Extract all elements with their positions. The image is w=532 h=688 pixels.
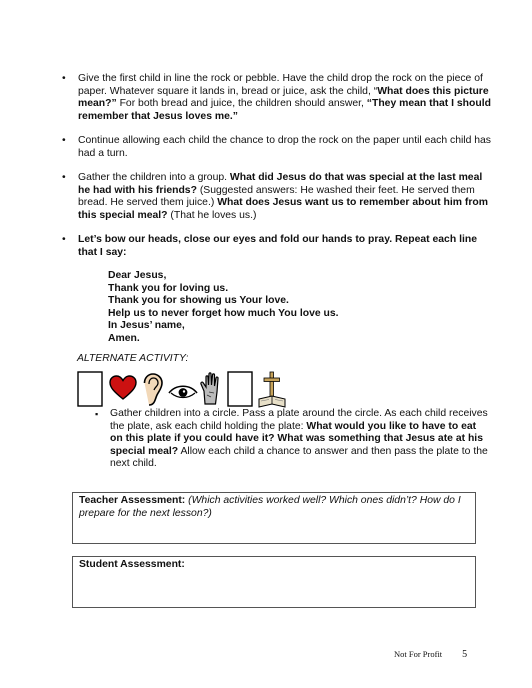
prayer-line: Help us to never forget how much You love us.	[108, 307, 339, 319]
prayer-line: Thank you for showing us Your love.	[108, 295, 289, 307]
prayer-line: Thank you for loving us.	[108, 282, 229, 294]
alternate-activity-bullet	[95, 408, 490, 471]
bullet-marker: ▪	[95, 409, 99, 419]
hand-icon	[199, 371, 223, 405]
heart-icon	[109, 375, 137, 401]
bullet-marker: •	[62, 234, 66, 245]
prayer-line: Amen.	[108, 332, 140, 344]
bullet-text: Gather children into a circle. Pass a plate around the circle. As each child receives the plate, ask each child holding the plate: What would you like to have to eat on this plate if you could have it? What was something that Jesus ate at his special meal? Allow each child a chance to answer and then pass the plate to the next child.	[110, 408, 488, 470]
bullet-marker: •	[62, 172, 66, 183]
prayer-line: In Jesus’ name,	[108, 320, 185, 332]
prayer-line: Dear Jesus,	[108, 270, 167, 281]
ear-icon	[143, 373, 163, 407]
prayer-block	[108, 270, 339, 346]
instruction-bullet-1	[62, 73, 492, 123]
bullet-text: Give the first child in line the rock or pebble. Have the child drop the rock on the piece of paper. Whatever square it lands in, bread or juice, ask the child, “What does this picture mean?” For both bread and juice, the children should answer, “They mean that I should remember that Jesus loves me.”	[78, 73, 491, 122]
teacher-assessment-prompt: (Which activities worked well? Which ones didn’t? How do I prepare for the next lesson?)	[79, 495, 461, 519]
empty-square-icon	[227, 371, 253, 407]
teacher-assessment-label: Teacher Assessment:	[79, 495, 186, 506]
bullet-text: Gather the children into a group. What did Jesus do that was special at the last meal he had with his friends? (Suggested answers: He washed their feet. He served them bread. He served them juice.) What does Jesus want us to remember about him from this special meal? (That he loves us.)	[78, 172, 488, 221]
eye-icon	[168, 383, 198, 401]
instruction-bullet-2	[62, 135, 492, 160]
activity-icon-strip	[77, 371, 297, 411]
teacher-assessment-box[interactable]	[72, 492, 476, 544]
bullet-marker: •	[62, 135, 66, 146]
bullet-text: Continue allowing each child the chance to drop the rock on the paper until each child has had a turn.	[78, 135, 492, 159]
cross-and-bible-icon	[257, 371, 287, 409]
bullet-marker: •	[62, 73, 66, 84]
page-number: 5	[462, 649, 468, 660]
instruction-bullet-3	[62, 172, 492, 222]
student-assessment-label: Student Assessment:	[79, 559, 185, 570]
alternate-activity-title: ALTERNATE ACTIVITY:	[77, 353, 189, 364]
student-assessment-box[interactable]	[72, 556, 476, 608]
bullet-text: Let’s bow our heads, close our eyes and fold our hands to pray. Repeat each line that I say:	[78, 234, 477, 258]
instruction-bullet-4	[62, 234, 492, 259]
page-footer	[394, 648, 467, 662]
empty-square-icon	[77, 371, 103, 407]
footer-text: Not For Profit	[394, 649, 443, 659]
